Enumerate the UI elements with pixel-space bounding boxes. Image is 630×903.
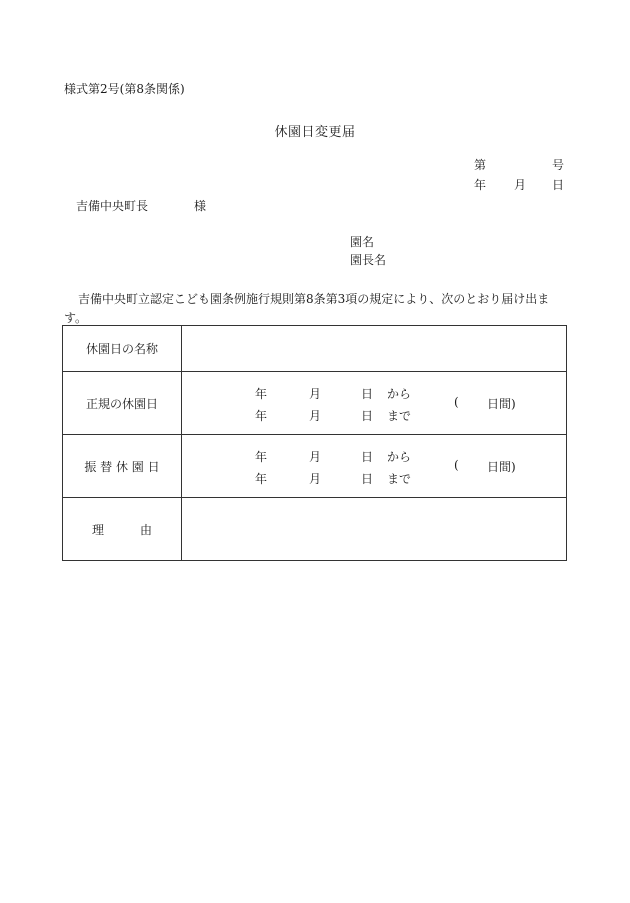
from-day: 日 — [361, 450, 374, 464]
facility-name-label: 園名 — [350, 235, 375, 249]
document-title: 休園日変更届 — [274, 125, 356, 140]
body-paragraph: 吉備中央町立認定こども園条例施行規則第8条第3項の規定により、次のとおり届け出ます。 — [64, 292, 550, 325]
row-label-reason: 理 由 — [63, 498, 182, 561]
date-year: 年 — [474, 178, 487, 192]
from-suffix: から — [387, 387, 412, 401]
to-month: 月 — [309, 472, 322, 486]
from-year: 年 — [255, 450, 268, 464]
regular-holiday-field[interactable] — [182, 372, 567, 435]
change-form-table — [62, 325, 567, 561]
row-label-regular-holiday: 正規の休園日 — [63, 372, 182, 435]
substitute-holiday-field[interactable] — [182, 435, 567, 498]
table-row-substitute-holiday — [63, 435, 567, 498]
table-row-regular-holiday — [63, 372, 567, 435]
to-year: 年 — [255, 409, 268, 423]
to-day: 日 — [361, 409, 374, 423]
days-unit: 日間) — [487, 397, 516, 411]
from-suffix: から — [387, 450, 412, 464]
table-row-reason — [63, 498, 567, 561]
number-suffix: 号 — [552, 158, 565, 172]
reason-field[interactable] — [182, 498, 567, 561]
days-unit: 日間) — [487, 460, 516, 474]
row-label-substitute-holiday: 振 替 休 園 日 — [63, 435, 182, 498]
to-day: 日 — [361, 472, 374, 486]
date-day: 日 — [552, 178, 565, 192]
holiday-name-field[interactable] — [182, 326, 567, 372]
days-open-paren: ( — [454, 395, 459, 409]
to-suffix: まで — [387, 472, 412, 486]
from-month: 月 — [309, 387, 322, 401]
addressee-name: 吉備中央町長 — [76, 199, 149, 213]
from-year: 年 — [255, 387, 268, 401]
row-label-holiday-name: 休園日の名称 — [63, 326, 182, 372]
table-row-holiday-name — [63, 326, 567, 372]
form-number: 様式第2号(第8条関係) — [64, 82, 185, 96]
to-suffix: まで — [387, 409, 412, 423]
days-open-paren: ( — [454, 458, 459, 472]
addressee — [76, 197, 207, 214]
date-month: 月 — [514, 178, 527, 192]
to-year: 年 — [255, 472, 268, 486]
addressee-honorific: 様 — [194, 199, 207, 213]
number-prefix: 第 — [474, 158, 487, 172]
to-month: 月 — [309, 409, 322, 423]
director-name-label: 園長名 — [350, 253, 387, 267]
from-month: 月 — [309, 450, 322, 464]
from-day: 日 — [361, 387, 374, 401]
